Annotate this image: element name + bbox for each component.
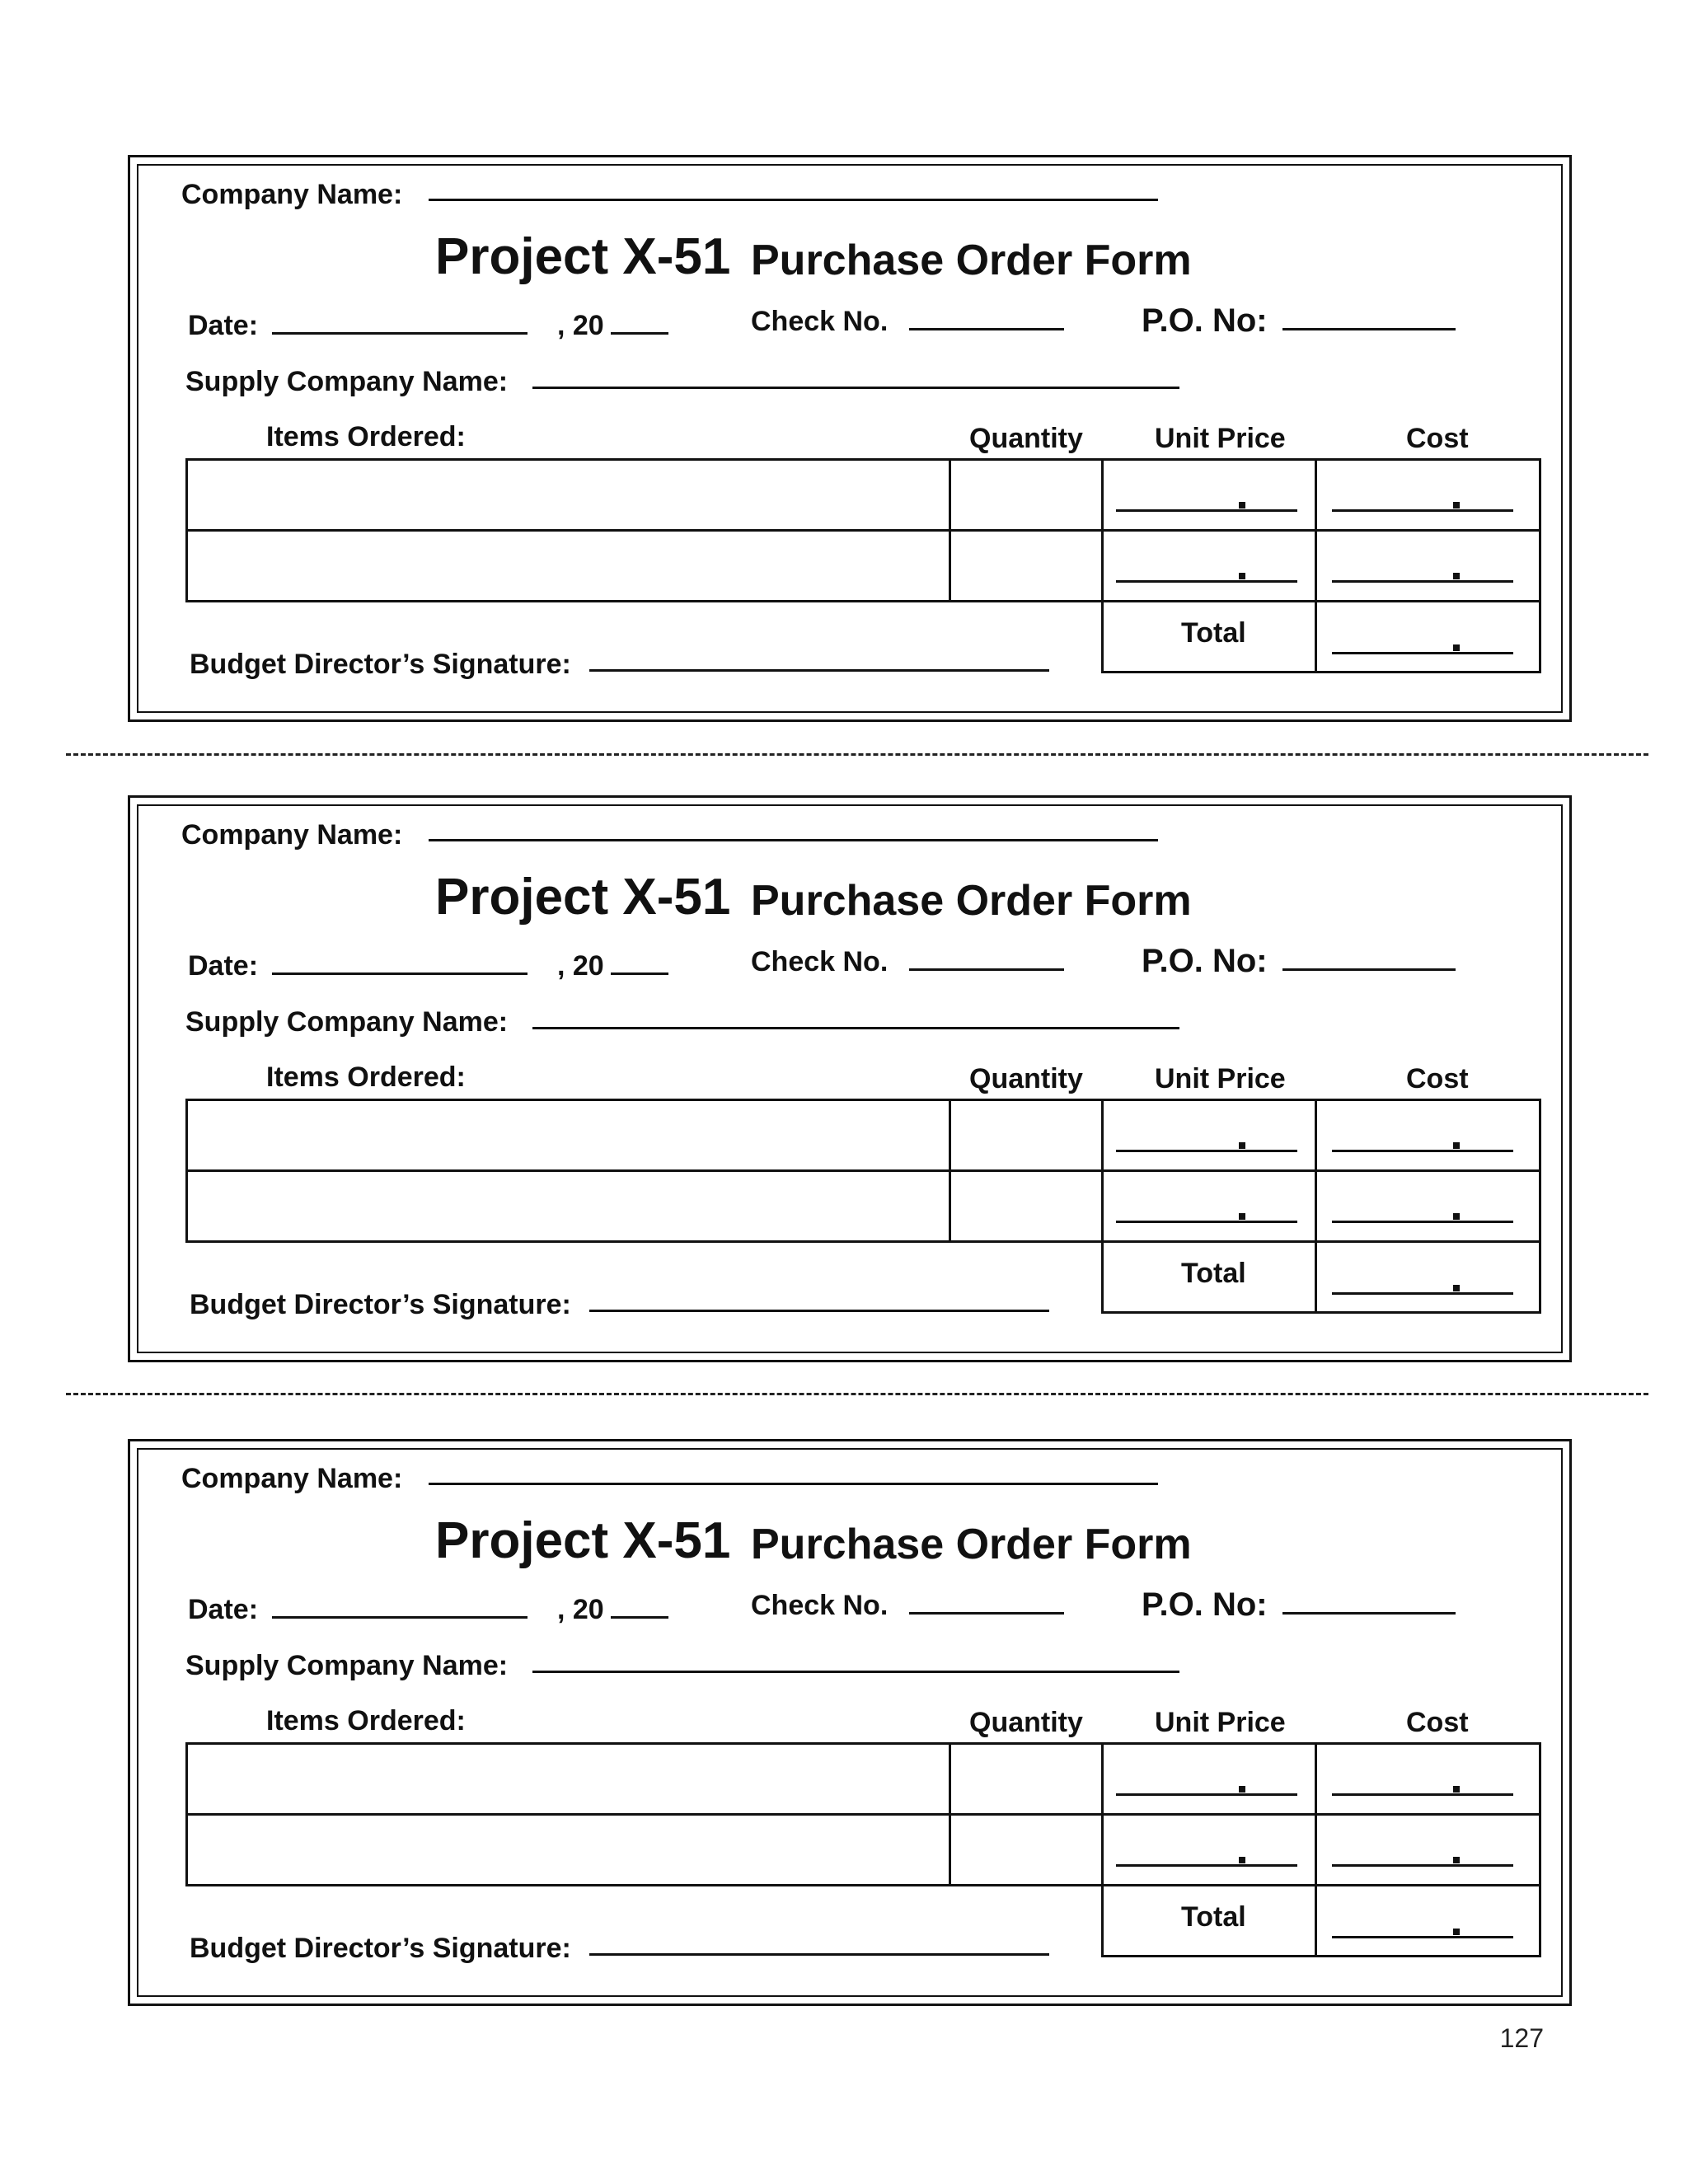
year-label: , 20 — [557, 1594, 604, 1625]
form-title: Project X-51 — [435, 1512, 731, 1569]
date-label: Date: — [188, 950, 259, 982]
cut-line — [66, 753, 1648, 756]
cost-cell[interactable] — [1315, 1169, 1541, 1243]
quantity-header: Quantity — [969, 423, 1083, 454]
decimal-point — [1239, 1786, 1245, 1793]
items-ordered-header: Items Ordered: — [266, 1705, 466, 1736]
company-name-field[interactable] — [429, 839, 1158, 841]
items-ordered-header: Items Ordered: — [266, 1062, 466, 1093]
quantity-cell[interactable] — [949, 1169, 1104, 1243]
unit-price-cell[interactable] — [1101, 458, 1317, 532]
supply-company-label: Supply Company Name: — [185, 1006, 509, 1038]
supply-company-field[interactable] — [532, 1027, 1179, 1029]
decimal-point — [1453, 1213, 1460, 1220]
signature-label: Budget Director’s Signature: — [190, 649, 571, 680]
purchase-order-form — [128, 795, 1572, 1362]
supply-company-label: Supply Company Name: — [185, 366, 509, 397]
cost-cell[interactable] — [1315, 1742, 1541, 1816]
cost-blank — [1332, 580, 1513, 583]
unit-price-blank — [1116, 1864, 1297, 1867]
purchase-order-form — [128, 1439, 1572, 2006]
decimal-point — [1453, 1857, 1460, 1863]
unit-price-blank — [1116, 509, 1297, 512]
purchase-order-form — [128, 155, 1572, 722]
quantity-cell[interactable] — [949, 458, 1104, 532]
cost-blank — [1332, 1793, 1513, 1796]
year-label: , 20 — [557, 950, 604, 982]
cost-cell[interactable] — [1315, 458, 1541, 532]
signature-field[interactable] — [589, 1953, 1049, 1956]
company-name-label: Company Name: — [181, 819, 403, 851]
decimal-point — [1453, 644, 1460, 651]
quantity-cell[interactable] — [949, 1742, 1104, 1816]
po-number-field[interactable] — [1282, 328, 1456, 330]
supply-company-label: Supply Company Name: — [185, 1650, 509, 1681]
year-field[interactable] — [611, 332, 668, 335]
form-title: Project X-51 — [435, 228, 731, 285]
decimal-point — [1239, 1213, 1245, 1220]
check-number-label: Check No. — [751, 946, 889, 977]
quantity-cell[interactable] — [949, 1099, 1104, 1172]
check-number-field[interactable] — [909, 968, 1064, 971]
total-label: Total — [1181, 1258, 1246, 1289]
company-name-label: Company Name: — [181, 1463, 403, 1494]
total-cost-blank — [1332, 1292, 1513, 1295]
total-cost-cell[interactable] — [1315, 1884, 1541, 1957]
po-number-label: P.O. No: — [1142, 1586, 1268, 1623]
decimal-point — [1239, 573, 1245, 579]
unit-price-header: Unit Price — [1155, 1707, 1286, 1738]
check-number-field[interactable] — [909, 1612, 1064, 1615]
quantity-header: Quantity — [969, 1707, 1083, 1738]
po-number-field[interactable] — [1282, 968, 1456, 971]
date-field[interactable] — [272, 332, 528, 335]
decimal-point — [1453, 1285, 1460, 1291]
signature-field[interactable] — [589, 1310, 1049, 1312]
po-number-label: P.O. No: — [1142, 302, 1268, 339]
unit-price-blank — [1116, 580, 1297, 583]
cost-blank — [1332, 1150, 1513, 1152]
po-number-label: P.O. No: — [1142, 943, 1268, 979]
unit-price-header: Unit Price — [1155, 1063, 1286, 1094]
total-cost-cell[interactable] — [1315, 1240, 1541, 1314]
page-number: 127 — [1499, 2023, 1544, 2053]
cost-header: Cost — [1406, 423, 1469, 454]
check-number-label: Check No. — [751, 306, 889, 337]
unit-price-header: Unit Price — [1155, 423, 1286, 454]
company-name-field[interactable] — [429, 1483, 1158, 1485]
unit-price-cell[interactable] — [1101, 529, 1317, 602]
quantity-cell[interactable] — [949, 529, 1104, 602]
items-ordered-header: Items Ordered: — [266, 421, 466, 452]
date-field[interactable] — [272, 972, 528, 975]
company-name-label: Company Name: — [181, 179, 403, 210]
item-description-cell[interactable] — [185, 1813, 951, 1886]
year-field[interactable] — [611, 1616, 668, 1619]
year-field[interactable] — [611, 972, 668, 975]
total-cost-blank — [1332, 652, 1513, 654]
cost-cell[interactable] — [1315, 1813, 1541, 1886]
po-number-field[interactable] — [1282, 1612, 1456, 1615]
cost-header: Cost — [1406, 1063, 1469, 1094]
item-description-cell[interactable] — [185, 1099, 951, 1172]
form-subtitle: Purchase Order Form — [751, 877, 1192, 925]
cost-blank — [1332, 509, 1513, 512]
unit-price-cell[interactable] — [1101, 1099, 1317, 1172]
signature-field[interactable] — [589, 669, 1049, 672]
quantity-header: Quantity — [969, 1063, 1083, 1094]
unit-price-cell[interactable] — [1101, 1169, 1317, 1243]
form-subtitle: Purchase Order Form — [751, 237, 1192, 284]
cut-line — [66, 1393, 1648, 1395]
decimal-point — [1239, 502, 1245, 509]
item-description-cell[interactable] — [185, 529, 951, 602]
cost-cell[interactable] — [1315, 529, 1541, 602]
signature-label: Budget Director’s Signature: — [190, 1933, 571, 1964]
decimal-point — [1453, 1786, 1460, 1793]
total-cost-cell[interactable] — [1315, 600, 1541, 673]
unit-price-cell[interactable] — [1101, 1813, 1317, 1886]
total-label: Total — [1181, 617, 1246, 649]
form-subtitle: Purchase Order Form — [751, 1521, 1192, 1568]
cost-cell[interactable] — [1315, 1099, 1541, 1172]
decimal-point — [1453, 502, 1460, 509]
check-number-label: Check No. — [751, 1590, 889, 1621]
item-description-cell[interactable] — [185, 458, 951, 532]
supply-company-field[interactable] — [532, 387, 1179, 389]
quantity-cell[interactable] — [949, 1813, 1104, 1886]
check-number-field[interactable] — [909, 328, 1064, 330]
decimal-point — [1239, 1857, 1245, 1863]
signature-label: Budget Director’s Signature: — [190, 1289, 571, 1320]
cost-header: Cost — [1406, 1707, 1469, 1738]
decimal-point — [1453, 1929, 1460, 1935]
item-description-cell[interactable] — [185, 1169, 951, 1243]
unit-price-blank — [1116, 1221, 1297, 1223]
date-field[interactable] — [272, 1616, 528, 1619]
unit-price-blank — [1116, 1150, 1297, 1152]
unit-price-cell[interactable] — [1101, 1742, 1317, 1816]
unit-price-blank — [1116, 1793, 1297, 1796]
decimal-point — [1453, 573, 1460, 579]
total-cost-blank — [1332, 1936, 1513, 1938]
year-label: , 20 — [557, 310, 604, 341]
decimal-point — [1239, 1142, 1245, 1149]
date-label: Date: — [188, 1594, 259, 1625]
item-description-cell[interactable] — [185, 1742, 951, 1816]
supply-company-field[interactable] — [532, 1671, 1179, 1673]
cost-blank — [1332, 1221, 1513, 1223]
cost-blank — [1332, 1864, 1513, 1867]
form-title: Project X-51 — [435, 869, 731, 926]
total-label: Total — [1181, 1901, 1246, 1933]
decimal-point — [1453, 1142, 1460, 1149]
date-label: Date: — [188, 310, 259, 341]
company-name-field[interactable] — [429, 199, 1158, 201]
